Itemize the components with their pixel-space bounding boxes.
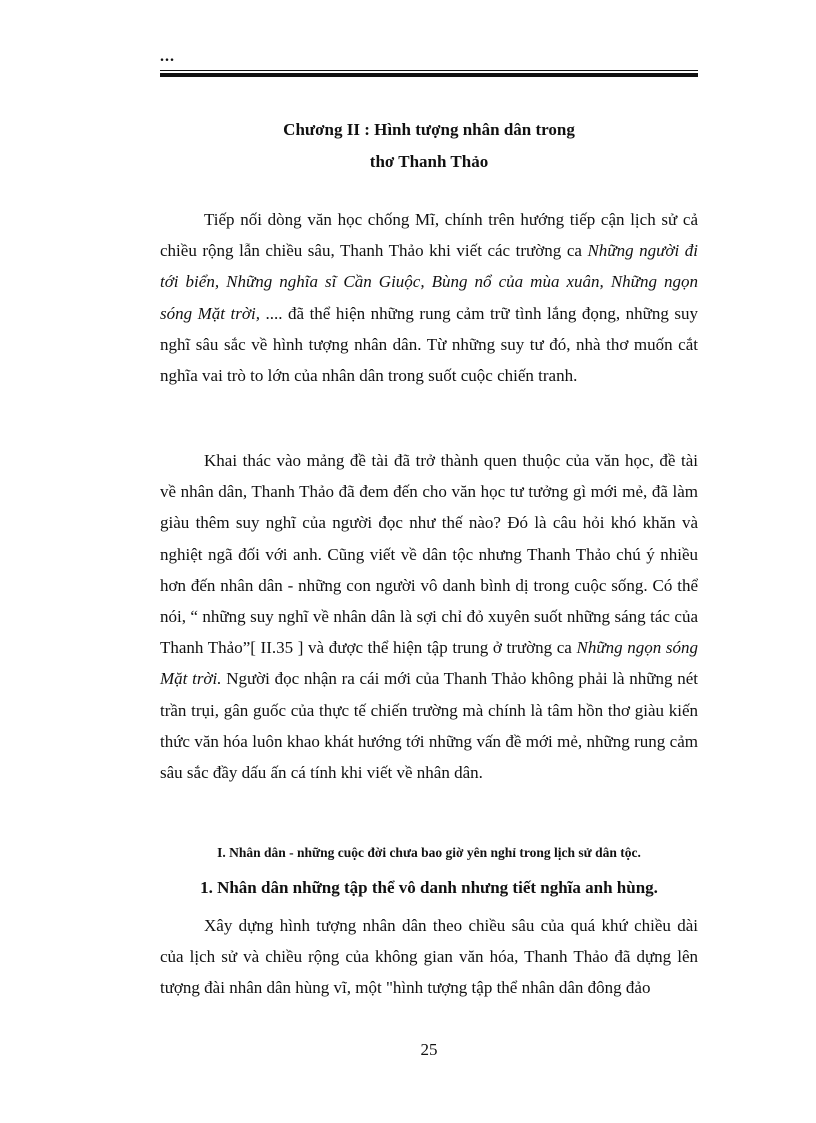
paragraph-2-text: [160, 445, 698, 788]
paragraph-1-part-c: .... đã thể hiện những rung cảm trữ tình lắng đọng, những suy nghĩ sâu sắc về hình tượng nhân dân. Từ những suy tư đó, nhà thơ muốn cắt nghĩa vai trò to lớn của nhân dân trong suốt cuộc chiến tranh.: [160, 303, 698, 386]
paragraph-3: [160, 910, 698, 1004]
section-heading: I. Nhân dân - những cuộc đời chưa bao giờ yên nghỉ trong lịch sử dân tộc.: [217, 845, 641, 860]
header-rule-thin: [160, 70, 698, 71]
paragraph-1-italic-titles: Những người đi tới biển, Những nghĩa sĩ Cần Giuộc, Bùng nổ của mùa xuân, Những ngọn sóng Mặt trời,: [160, 241, 698, 323]
paragraph-1-text: [160, 204, 698, 391]
paragraph-2-italic-title: Những ngọn sóng Mặt trời.: [160, 638, 698, 689]
page-number: 25: [420, 1040, 438, 1059]
paragraph-3-text: Xây dựng hình tượng nhân dân theo chiều sâu của quá khứ chiều dài của lịch sử và chiều rộng của không gian văn hóa, Thanh Thảo đã dựng lên tượng đài nhân dân hùng vĩ, một "hình tượng tập thể nhân dân đông đảo: [160, 916, 698, 998]
paragraph-1: [160, 204, 698, 391]
chapter-title-line-2: thơ Thanh Thảo: [369, 152, 489, 171]
paragraph-2-part-a: Khai thác vào mảng đề tài đã trở thành quen thuộc của văn học, đề tài về nhân dân, Thanh Thảo đã đem đến cho văn học tư tưởng gì mới mẻ, đã làm giàu thêm suy nghĩ của người đọc như thế nào? Đó là câu hỏi khó khăn và nghiệt ngã đối với anh. Cũng viết về dân tộc nhưng Thanh Thảo chú ý nhiều hơn đến nhân dân - những con người vô danh bình dị trong cuộc sống. Có thể nói, “ những suy nghĩ về nhân dân là sợi chỉ đỏ xuyên suốt những sáng tác của Thanh Thảo”[ II.35 ] và được thể hiện tập trung ở trường ca: [160, 451, 698, 658]
paragraph-2-part-c: Người đọc nhận ra cái mới của Thanh Thảo không phải là những nét trần trụi, gân guốc của thực tế chiến trường mà chính là tâm hồn thơ giàu kiến thức văn hóa luôn khao khát hướng tới những vấn đề mới mẻ, những rung cảm sâu sắc đầy dấu ấn cá tính khi viết về nhân dân.: [160, 669, 698, 783]
chapter-title: [160, 114, 698, 178]
running-head: ...: [160, 48, 175, 65]
chapter-title-line-1: Chương II : Hình tượng nhân dân trong: [283, 120, 575, 139]
paragraph-1-part-a: Tiếp nối dòng văn học chống Mĩ, chính trên hướng tiếp cận lịch sử cả chiều rộng lẫn chiều sâu, Thanh Thảo khi viết các trường ca: [160, 210, 698, 261]
paragraph-2: [160, 445, 698, 788]
header-rule-thick: [160, 73, 698, 77]
subsection-heading: 1. Nhân dân những tập thể vô danh nhưng tiết nghĩa anh hùng.: [200, 878, 658, 897]
